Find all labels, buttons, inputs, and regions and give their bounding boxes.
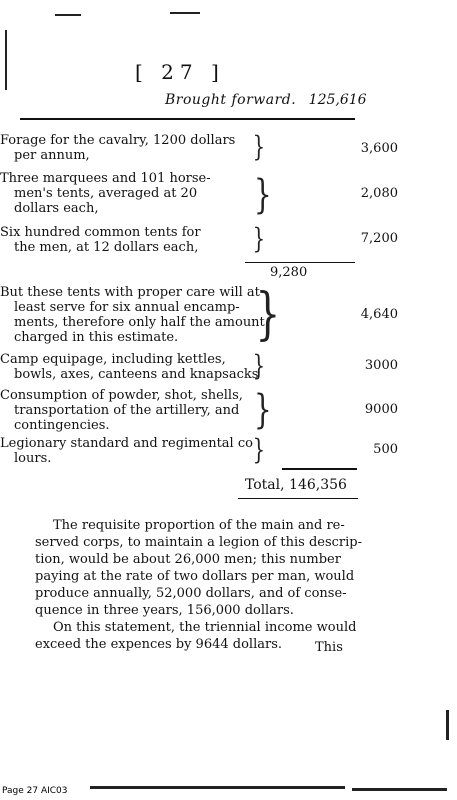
item-line: lours. xyxy=(14,451,52,466)
scan-edge-mark xyxy=(446,710,449,740)
brought-forward xyxy=(165,92,367,108)
paragraph-line: quence in three years, 156,000 dollars. xyxy=(35,603,294,618)
paragraph-statement xyxy=(35,619,355,653)
item-line: the men, at 12 dollars each, xyxy=(14,240,199,255)
top-rule xyxy=(20,118,355,120)
total-rule xyxy=(282,468,357,470)
item-line: Three marquees and 101 horse- xyxy=(0,171,211,186)
paragraph-line: tion, would be about 26,000 men; this number xyxy=(35,552,341,567)
total-bottom-rule xyxy=(238,498,358,499)
item-line: least serve for six annual encamp- xyxy=(14,300,240,315)
brace-icon: } xyxy=(252,349,266,382)
subtotal-amount: 9,280 xyxy=(270,265,308,280)
item-amount: 7,200 xyxy=(360,231,398,246)
item-line: Six hundred common tents for xyxy=(0,225,201,240)
item-line: men's tents, averaged at 20 xyxy=(14,186,198,201)
item-line: Forage for the cavalry, 1200 dollars xyxy=(0,133,236,148)
item-line: charged in this estimate. xyxy=(14,330,179,345)
scan-edge-mark xyxy=(5,30,7,90)
brace-icon: } xyxy=(253,387,272,433)
brought-forward-amount: 125,616 xyxy=(308,92,367,108)
scan-bottom-streak xyxy=(90,786,345,789)
scan-bottom-streak xyxy=(352,788,447,791)
brace-icon: } xyxy=(252,130,266,163)
item-amount: 2,080 xyxy=(360,186,398,201)
item-line: bowls, axes, canteens and knapsacks xyxy=(14,367,259,382)
item-line: dollars each, xyxy=(14,201,99,216)
paragraph-line: served corps, to maintain a legion of this descrip- xyxy=(35,535,363,550)
item-amount: 4,640 xyxy=(360,307,398,322)
page-footer: Page 27 AIC03 xyxy=(2,786,68,796)
total-line xyxy=(245,477,347,493)
item-line: Camp equipage, including kettles, xyxy=(0,352,226,367)
brace-icon: } xyxy=(253,172,272,218)
item-amount: 500 xyxy=(373,442,398,457)
item-line: transportation of the artillery, and xyxy=(14,403,240,418)
brought-forward-label: Brought forward. xyxy=(165,92,297,108)
subtotal-rule xyxy=(245,262,355,263)
paragraph-line: produce annually, 52,000 dollars, and of conse- xyxy=(35,586,347,601)
total-amount: 146,356 xyxy=(289,477,347,493)
item-amount: 9000 xyxy=(364,402,398,417)
paragraph-line: paying at the rate of two dollars per man, would xyxy=(35,569,355,584)
item-line: Consumption of powder, shot, shells, xyxy=(0,388,243,403)
item-amount: 3000 xyxy=(364,358,398,373)
item-amount: 3,600 xyxy=(360,141,398,156)
item-line: per annum, xyxy=(14,148,90,163)
scan-speck xyxy=(55,14,81,16)
paragraph-line: exceed the expences by 9644 dollars. xyxy=(35,637,283,652)
catchword: This xyxy=(315,640,343,655)
brace-icon: } xyxy=(252,433,266,466)
paragraph-line: The requisite proportion of the main and re- xyxy=(53,518,345,533)
scan-speck xyxy=(170,12,200,14)
item-line: But these tents with proper care will at xyxy=(0,285,260,300)
item-line: ments, therefore only half the amount xyxy=(14,315,265,330)
item-line: Legionary standard and regimental co xyxy=(0,436,253,451)
paragraph-requisite xyxy=(35,517,363,619)
total-label: Total, xyxy=(245,477,285,493)
page-number: [ 27 ] xyxy=(135,60,225,84)
paragraph-line: On this statement, the triennial income would xyxy=(53,620,357,635)
brace-icon: } xyxy=(252,222,266,255)
item-line: contingencies. xyxy=(14,418,110,433)
brace-icon: } xyxy=(255,282,281,347)
